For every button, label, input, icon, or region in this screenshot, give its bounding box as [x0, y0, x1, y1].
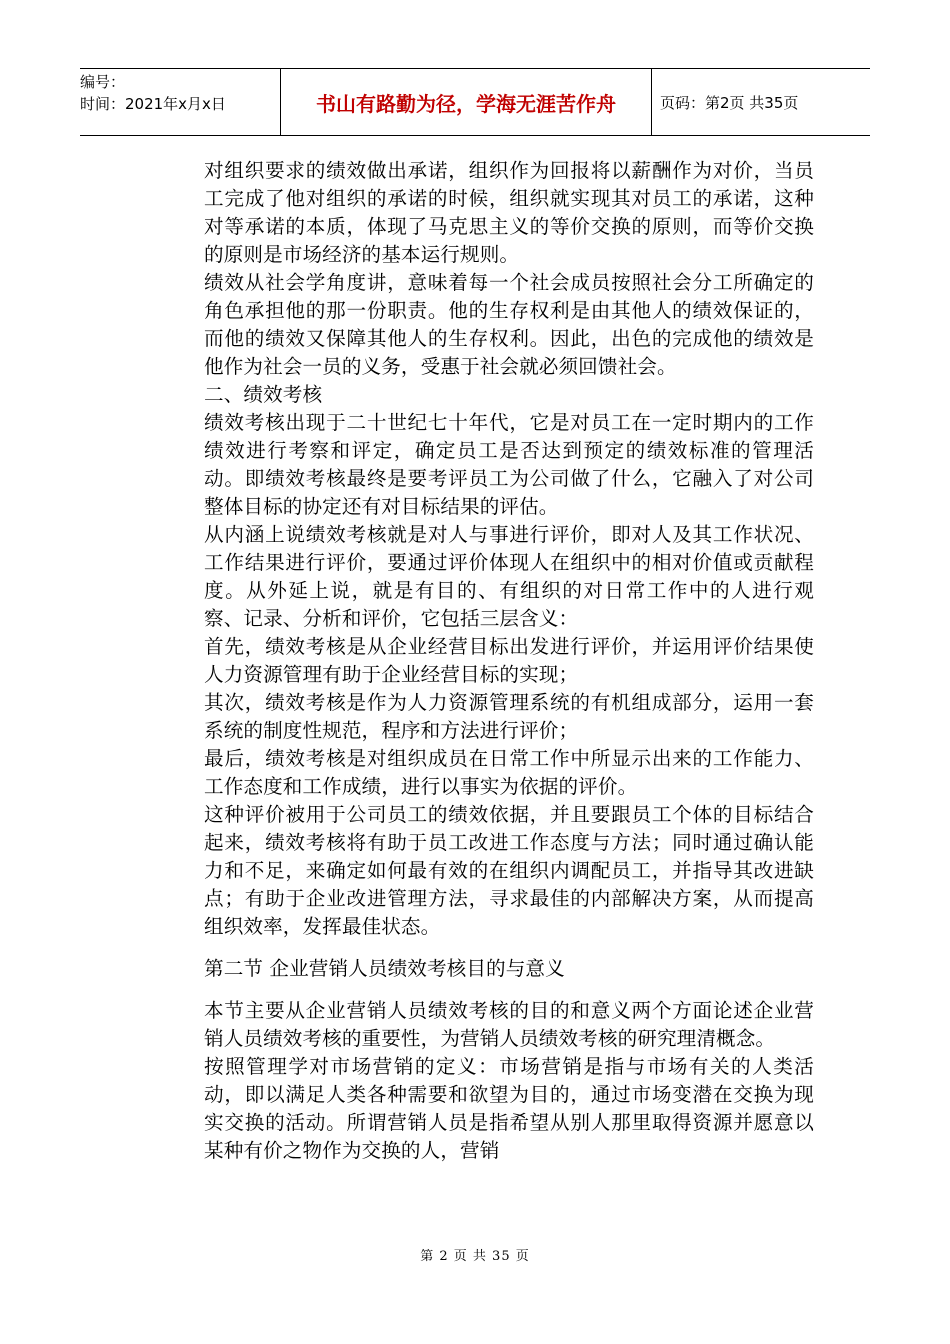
paragraph: 最后，绩效考核是对组织成员在日常工作中所显示出来的工作能力、工作态度和工作成绩，进行以事实为依据的评价。	[204, 747, 814, 798]
page-header	[80, 68, 870, 136]
number-label: 编号：	[80, 73, 126, 91]
page-label: 页码：第2页 共35页	[660, 93, 799, 112]
time-label: 时间：2021年x月x日	[80, 95, 226, 113]
document-body	[204, 157, 814, 1165]
paragraph: 首先，绩效考核是从企业经营目标出发进行评价，并运用评价结果使人力资源管理有助于企业经营目标的实现；	[204, 635, 814, 686]
subheading: 二、绩效考核	[204, 383, 323, 406]
paragraph: 按照管理学对市场营销的定义：市场营销是指与市场有关的人类活动，即以满足人类各种需要和欲望为目的，通过市场变潜在交换为现实交换的活动。所谓营销人员是指希望从别人那里取得资源并愿意以某种有价之物作为交换的人，营销	[204, 1055, 814, 1162]
section-title: 第二节 企业营销人员绩效考核目的与意义	[204, 957, 565, 980]
paragraph: 绩效考核出现于二十世纪七十年代，它是对员工在一定时期内的工作绩效进行考察和评定，确定员工是否达到预定的绩效标准的管理活动。即绩效考核最终是要考评员工为公司做了什么，它融入了对公司整体目标的协定还有对目标结果的评估。	[204, 411, 814, 518]
paragraph: 对组织要求的绩效做出承诺，组织作为回报将以薪酬作为对价，当员工完成了他对组织的承诺的时候，组织就实现其对员工的承诺，这种对等承诺的本质，体现了马克思主义的等价交换的原则，而等价交换的原则是市场经济的基本运行规则。	[204, 159, 814, 266]
header-info	[80, 69, 280, 135]
page-footer: 第 2 页 共 35 页	[420, 1249, 530, 1264]
paragraph: 其次，绩效考核是作为人力资源管理系统的有机组成部分，运用一套系统的制度性规范，程序和方法进行评价；	[204, 691, 814, 742]
motto: 书山有路勤为径，学海无涯苦作舟	[280, 69, 652, 135]
paragraph: 从内涵上说绩效考核就是对人与事进行评价，即对人及其工作状况、工作结果进行评价，要通过评价体现人在组织中的相对价值或贡献程度。从外延上说，就是有目的、有组织的对日常工作中的人进行观察、记录、分析和评价，它包括三层含义：	[204, 523, 814, 630]
paragraph: 本节主要从企业营销人员绩效考核的目的和意义两个方面论述企业营销人员绩效考核的重要性，为营销人员绩效考核的研究理清概念。	[204, 999, 814, 1050]
paragraph: 这种评价被用于公司员工的绩效依据，并且要跟员工个体的目标结合起来，绩效考核将有助于员工改进工作态度与方法；同时通过确认能力和不足，来确定如何最有效的在组织内调配员工，并指导其改进缺点；有助于企业改进管理方法，寻求最佳的内部解决方案，从而提高组织效率，发挥最佳状态。	[204, 803, 814, 938]
paragraph: 绩效从社会学角度讲，意味着每一个社会成员按照社会分工所确定的角色承担他的那一份职责。他的生存权利是由其他人的绩效保证的，而他的绩效又保障其他人的生存权利。因此，出色的完成他的绩效是他作为社会一员的义务，受惠于社会就必须回馈社会。	[204, 271, 814, 378]
